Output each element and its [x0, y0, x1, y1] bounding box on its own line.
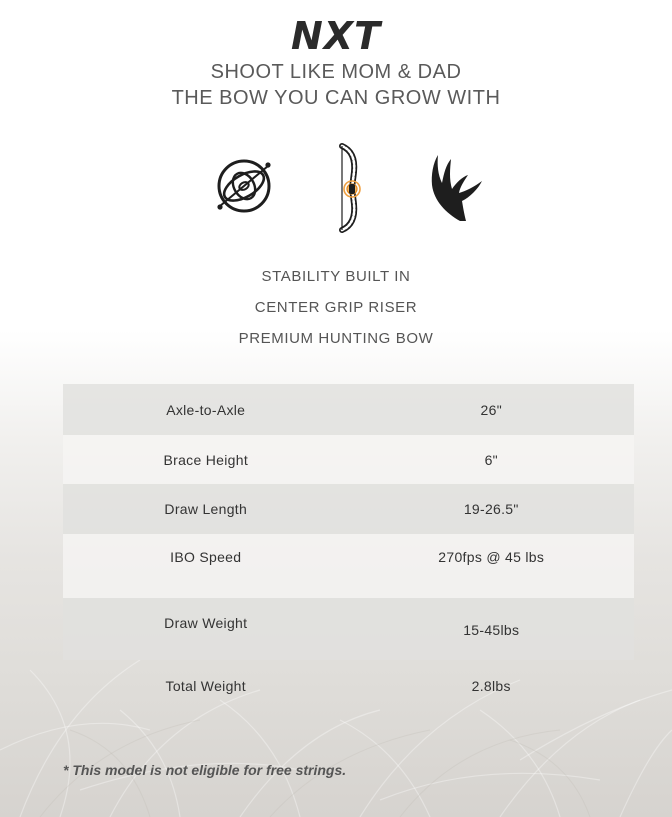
product-title: NXT — [290, 14, 382, 58]
spec-label: Brace Height — [163, 451, 249, 468]
spec-label: Axle-to-Axle — [166, 401, 246, 418]
table-row — [63, 598, 634, 660]
table-row — [63, 660, 634, 712]
feature-center-grip: CENTER GRIP RISER — [254, 299, 418, 316]
spec-value: 15-45lbs — [463, 622, 520, 638]
spec-value: 6" — [484, 451, 498, 468]
table-row — [63, 384, 634, 435]
free-strings-note: * This model is not eligible for free strings. — [63, 762, 347, 778]
tagline-line-2: THE BOW YOU CAN GROW WITH — [171, 87, 501, 109]
feature-stability: STABILITY BUILT IN — [261, 268, 411, 285]
spec-value: 2.8lbs — [471, 678, 511, 694]
table-row — [63, 534, 634, 598]
spec-value: 270fps @ 45 lbs — [438, 549, 545, 565]
specs-table — [63, 384, 634, 712]
table-row — [63, 484, 634, 534]
spec-label: Total Weight — [165, 678, 246, 694]
feature-hunting-bow: PREMIUM HUNTING BOW — [238, 330, 434, 347]
antler-icon — [424, 151, 486, 223]
spec-label: Draw Length — [164, 501, 248, 517]
spec-label: IBO Speed — [170, 549, 242, 565]
spec-value: 19-26.5" — [463, 501, 519, 517]
bow-icon — [330, 142, 366, 234]
table-row — [63, 435, 634, 484]
tagline-line-1: SHOOT LIKE MOM & DAD — [210, 61, 462, 83]
spec-label: Draw Weight — [164, 615, 248, 631]
spec-value: 26" — [480, 401, 502, 418]
gyroscope-icon — [214, 156, 274, 216]
